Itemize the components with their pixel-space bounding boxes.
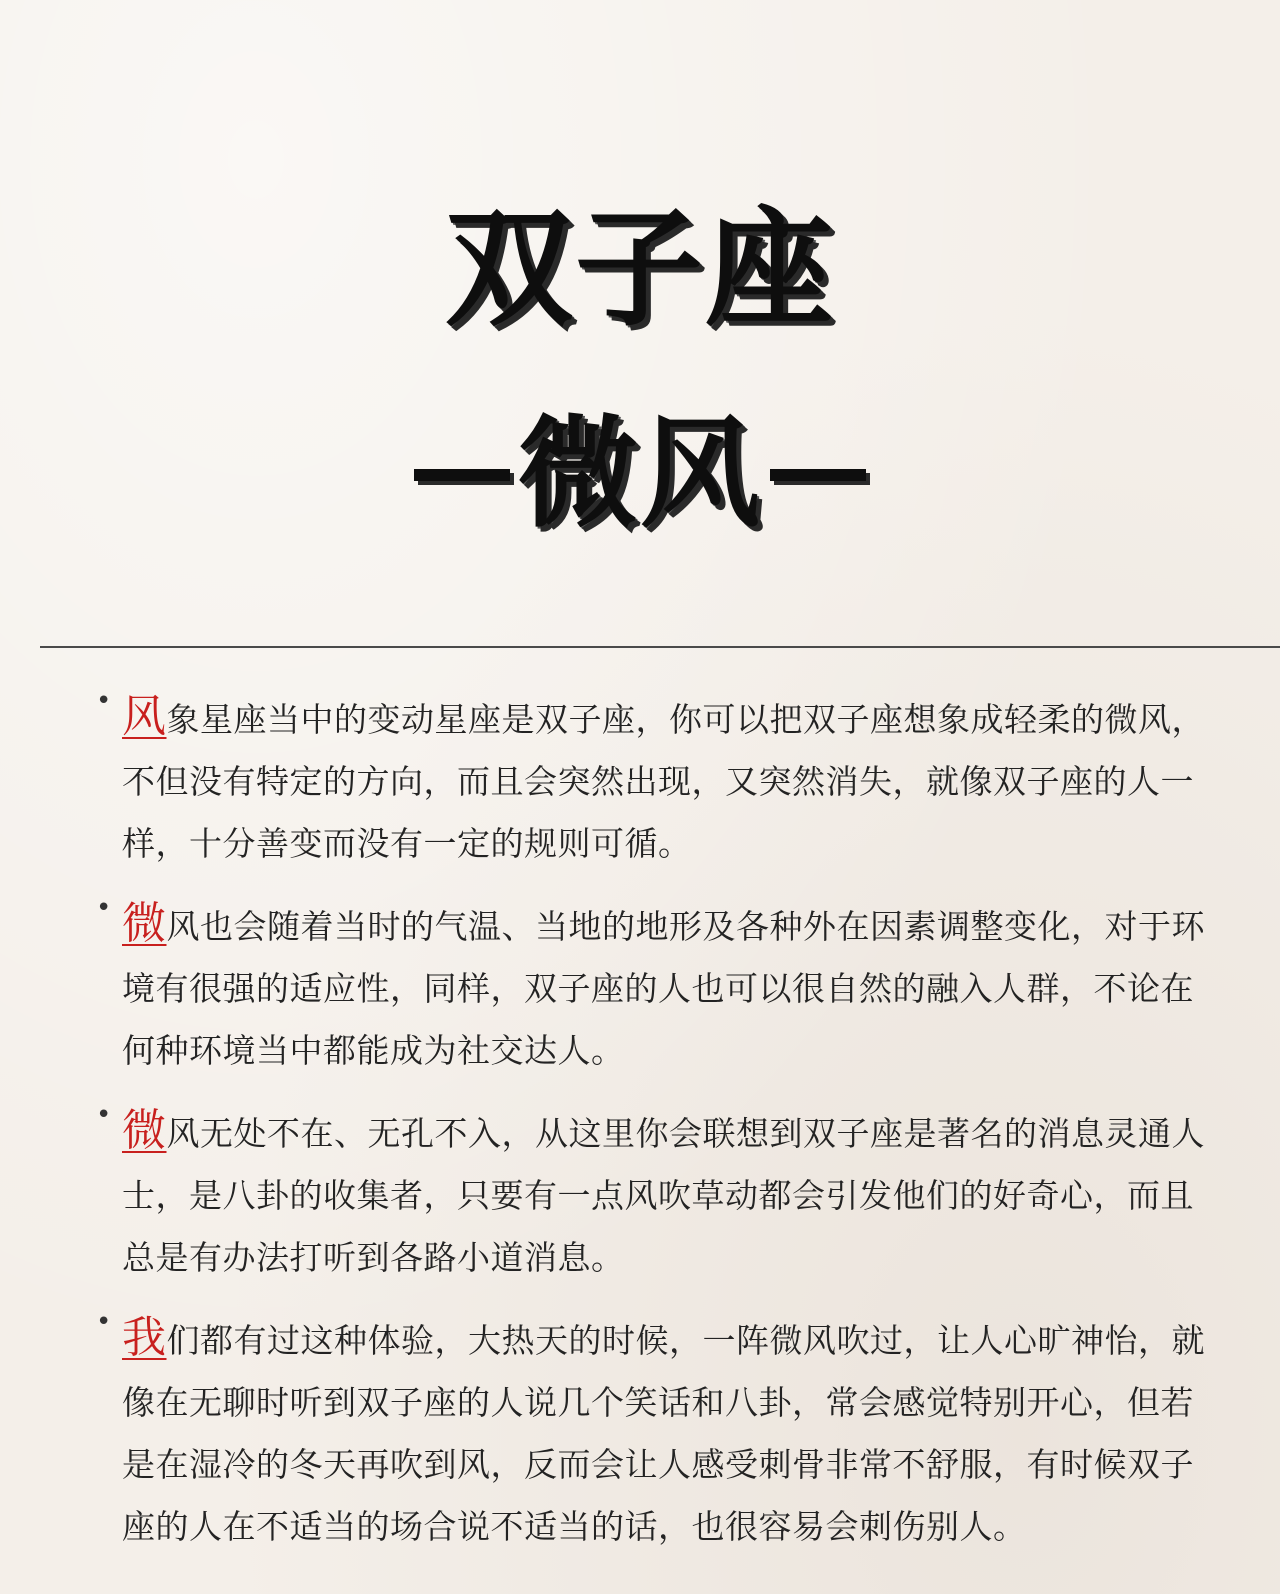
bullet-icon: • bbox=[96, 686, 112, 716]
paragraph-initial: 微 bbox=[122, 898, 167, 949]
paragraph bbox=[96, 1100, 1226, 1289]
paragraph-list bbox=[96, 686, 1226, 1576]
paragraph bbox=[96, 686, 1226, 875]
subtitle-text: 微风 bbox=[518, 405, 762, 544]
paragraph bbox=[96, 1307, 1226, 1558]
subtitle bbox=[0, 400, 1280, 550]
page-title: 双子座 bbox=[444, 195, 835, 344]
divider bbox=[40, 646, 1280, 648]
paragraph-text: 风无处不在、无孔不入，从这里你会联想到双子座是著名的消息灵通人士，是八卦的收集者，只要有一点风吹草动都会引发他们的好奇心，而且总是有办法打听到各路小道消息。 bbox=[122, 1114, 1205, 1277]
paragraph-initial: 我 bbox=[122, 1312, 167, 1363]
dash-right bbox=[770, 469, 866, 481]
paragraph-text: 象星座当中的变动星座是双子座，你可以把双子座想象成轻柔的微风，不但没有特定的方向，而且会突然出现，又突然消失，就像双子座的人一样，十分善变而没有一定的规则可循。 bbox=[122, 700, 1205, 863]
paragraph-initial: 风 bbox=[122, 691, 167, 742]
paragraph-text: 们都有过这种体验，大热天的时候，一阵微风吹过，让人心旷神怡，就像在无聊时听到双子座的人说几个笑话和八卦，常会感觉特别开心，但若是在湿冷的冬天再吹到风，反而会让人感受刺骨非常不舒服，有时候双子座的人在不适当的场合说不适当的话，也很容易会刺伤别人。 bbox=[122, 1321, 1205, 1546]
paragraph-initial: 微 bbox=[122, 1105, 167, 1156]
paragraph-text: 风也会随着当时的气温、当地的地形及各种外在因素调整变化，对于环境有很强的适应性，同样，双子座的人也可以很自然的融入人群，不论在何种环境当中都能成为社交达人。 bbox=[122, 907, 1205, 1070]
bullet-icon: • bbox=[96, 893, 112, 923]
dash-left bbox=[414, 469, 510, 481]
paragraph bbox=[96, 893, 1226, 1082]
bullet-icon: • bbox=[96, 1307, 112, 1337]
bullet-icon: • bbox=[96, 1100, 112, 1130]
